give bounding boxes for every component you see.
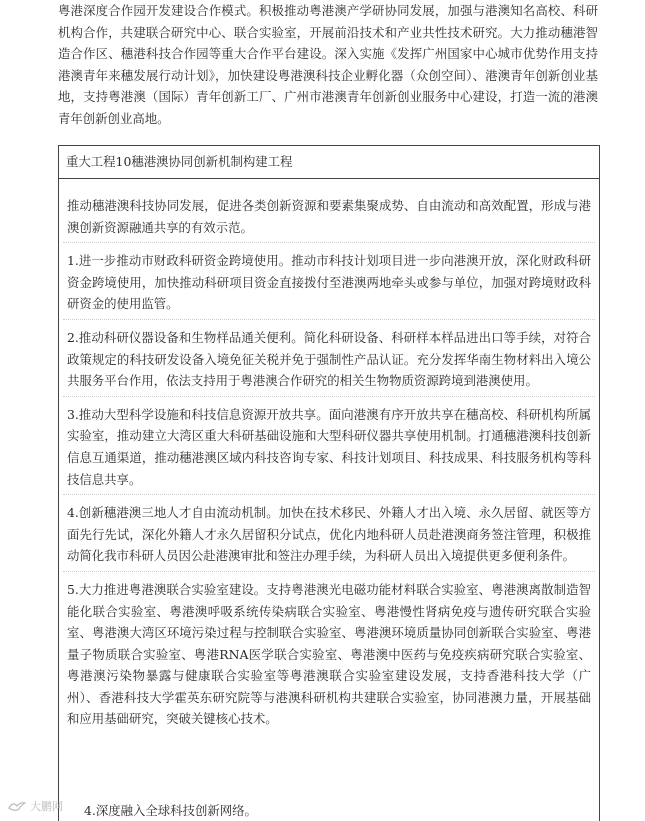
- project-item-5: 5.大力推进粤港澳联合实验室建设。支持粤港澳光电磁功能材料联合实验室、粤港澳离散制造智能化联合实验室、粤港澳呼吸系统传染病联合实验室、粤港慢性肾病免疫与遗传研究联合实验室、粤港澳大湾区环境污染过程与控制联合实验室、粤港澳环境质量协同创新联合实验室、粤港量子物质联合实验室、粤港RNA医学联合实验室、粤港澳中医药与免疫疾病研究联合实验室、粤港澳污染物暴露与健康联合实验室等粤港澳联合实验室建设发展，支持香港科技大学（广州）、香港科技大学霍英东研究院等与港澳科研机构共建联合实验室，协同港澳力量，开展基础和应用基础研究，突破关键核心技术。: [67, 581, 591, 727]
- watermark-text: 大鹏网: [30, 800, 63, 813]
- project-summary: 推动穗港澳科技协同发展，促进各类创新资源和要素集聚成势、自由流动和高效配置，形成与港澳创新资源融通共享的有效示范。: [63, 185, 595, 243]
- watermark: [8, 798, 63, 814]
- project-title: 重大工程10穗港澳协同创新机制构建工程: [59, 146, 599, 179]
- project-item-2: 2.推动科研仪器设备和生物样品通关便利。简化科研设备、科研样本样品进出口等手续，对符合政策规定的科技研发设备入境免征关税并免于强制性产品认证。充分发挥华南生物材料出入境公共服务平台作用，依法支持用于粤港澳合作研究的相关生物物质资源跨境到港澳使用。: [63, 326, 595, 397]
- project-item-3: 3.推动大型科学设施和科技信息资源开放共享。面向港澳有序开放共享在穗高校、科研机构所属实验室，推动建立大湾区重大科研基础设施和大型科研仪器共享使用机制。打通穗港澳科技创新信息互通渠道，推动穗港澳区域内科技咨询专家、科技计划项目、科技成果、科技服务机构等科技信息共享。: [63, 403, 595, 495]
- project-item-1: 1.进一步推动市财政科研资金跨境使用。推动市科技计划项目进一步向港澳开放，深化财政科研资金跨境使用，加快推动科研项目资金直接拨付至港澳两地牵头或参与单位，加强对跨境财政科研资金的使用监管。: [63, 249, 595, 320]
- project-box: [58, 145, 600, 821]
- intro-paragraph: 粤港深度合作园开发建设合作模式。积极推动粤港澳产学研协同发展，加强与港澳知名高校、科研机构合作，共建联合研究中心、联合实验室，开展前沿技术和产业共性技术研究。大力推动穗港智造合作区、穗港科技合作园等重大合作平台建设。深入实施《发挥广州国家中心城市优势作用支持港澳青年来穗发展行动计划》，加快建设粤港澳科技企业孵化器（众创空间）、港澳青年创新创业基地，支持粤港澳（国际）青年创新工厂、广州市港澳青年创新创业服务中心建设，打造一流的港澳青年创新创业高地。: [58, 3, 598, 126]
- bird-logo-icon: [8, 799, 26, 813]
- next-section-heading: 4.深度融入全球科技创新网络。: [84, 803, 257, 818]
- project-item-4: 4.创新穗港澳三地人才自由流动机制。加快在技术移民、外籍人才出入境、永久居留、就医等方面先行先试，深化外籍人才永久居留积分试点，优化内地科研人员赴港澳商务签注管理，积极推动简化我市科研人员因公赴港澳审批和签注办理手续，为科研人员出入境提供更多便利条件。: [63, 501, 595, 572]
